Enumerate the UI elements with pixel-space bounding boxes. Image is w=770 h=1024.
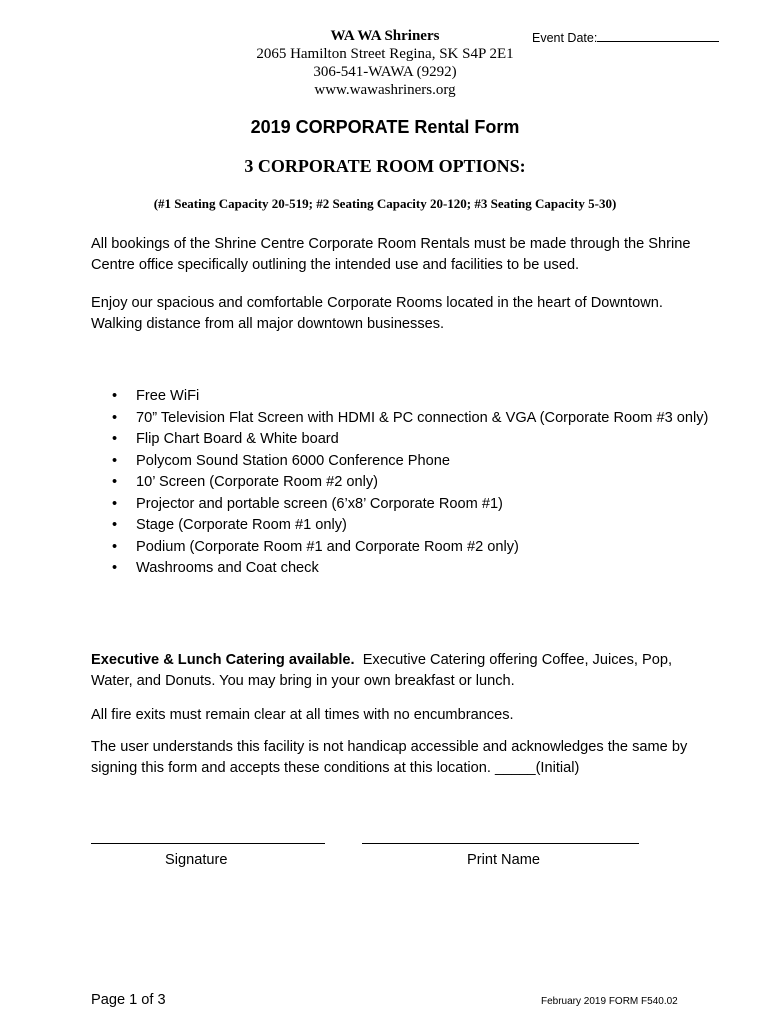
signature-label: Signature bbox=[165, 852, 228, 868]
seating-capacity-note: (#1 Seating Capacity 20-519; #2 Seating Capacity 20-120; #3 Seating Capacity 5-30) bbox=[153, 196, 617, 211]
catering-text: Executive Catering offering Coffee, Juices, Pop, Water, and Donuts. You may bring in your own breakfast or lunch. bbox=[91, 652, 673, 689]
bullet-icon: • bbox=[112, 388, 118, 404]
bullet-icon: • bbox=[112, 517, 118, 533]
list-item: • Flip Chart Board & White board bbox=[91, 429, 731, 451]
bullet-icon: • bbox=[112, 409, 118, 426]
fire-exits-paragraph: All fire exits must remain clear at all times with no encumbrances. bbox=[91, 707, 514, 723]
bullet-icon: • bbox=[112, 560, 118, 576]
organization-address: 2065 Hamilton Street Regina, SK S4P 2E1 bbox=[256, 46, 514, 62]
bullet-icon: • bbox=[112, 431, 118, 447]
accessibility-paragraph: The user understands this facility is not handicap accessible and acknowledges the same by signing this form and accepts these conditions at this location. _____(Initial) bbox=[91, 739, 688, 776]
list-item: • Polycom Sound Station 6000 Conference Phone bbox=[91, 451, 731, 473]
form-title: 2019 CORPORATE Rental Form bbox=[250, 117, 520, 137]
list-item: • Podium (Corporate Room #1 and Corporate Room #2 only) bbox=[91, 537, 731, 559]
catering-heading: Executive & Lunch Catering available. bbox=[91, 652, 355, 668]
bullet-icon: • bbox=[112, 538, 118, 555]
location-paragraph: Enjoy our spacious and comfortable Corporate Rooms located in the heart of Downtown. Walking distance from all major downtown businesses. bbox=[91, 295, 663, 332]
bullet-icon: • bbox=[112, 452, 118, 469]
room-options-heading: 3 CORPORATE ROOM OPTIONS: bbox=[244, 156, 526, 176]
event-date-label: Event Date: bbox=[532, 31, 598, 45]
list-item: • 70” Television Flat Screen with HDMI & PC connection & VGA (Corporate Room #3 only) bbox=[91, 408, 731, 430]
catering-paragraph bbox=[91, 650, 691, 692]
bullet-icon: • bbox=[112, 495, 118, 512]
organization-name: WA WA Shriners bbox=[330, 28, 440, 44]
list-item: • Projector and portable screen (6’x8’ Corporate Room #1) bbox=[91, 494, 731, 516]
event-date-field[interactable] bbox=[532, 31, 719, 45]
form-code: February 2019 FORM F540.02 bbox=[541, 996, 678, 1007]
organization-phone: 306-541-WAWA (9292) bbox=[313, 64, 457, 80]
print-name-line[interactable] bbox=[362, 843, 639, 844]
amenities-list bbox=[91, 386, 731, 580]
signature-line[interactable] bbox=[91, 843, 325, 844]
list-item: • Free WiFi bbox=[91, 386, 731, 408]
page-number: Page 1 of 3 bbox=[91, 992, 166, 1008]
organization-website: www.wawashriners.org bbox=[314, 82, 456, 98]
list-item: • Washrooms and Coat check bbox=[91, 558, 731, 580]
print-name-label: Print Name bbox=[467, 852, 540, 868]
bookings-paragraph: All bookings of the Shrine Centre Corporate Room Rentals must be made through the Shrine Centre office specifically outlining the intended use and facilities to be used. bbox=[91, 236, 691, 273]
list-item: • Stage (Corporate Room #1 only) bbox=[91, 515, 731, 537]
list-item: • 10’ Screen (Corporate Room #2 only) bbox=[91, 472, 731, 494]
event-date-blank[interactable] bbox=[597, 41, 719, 42]
bullet-icon: • bbox=[112, 474, 118, 490]
